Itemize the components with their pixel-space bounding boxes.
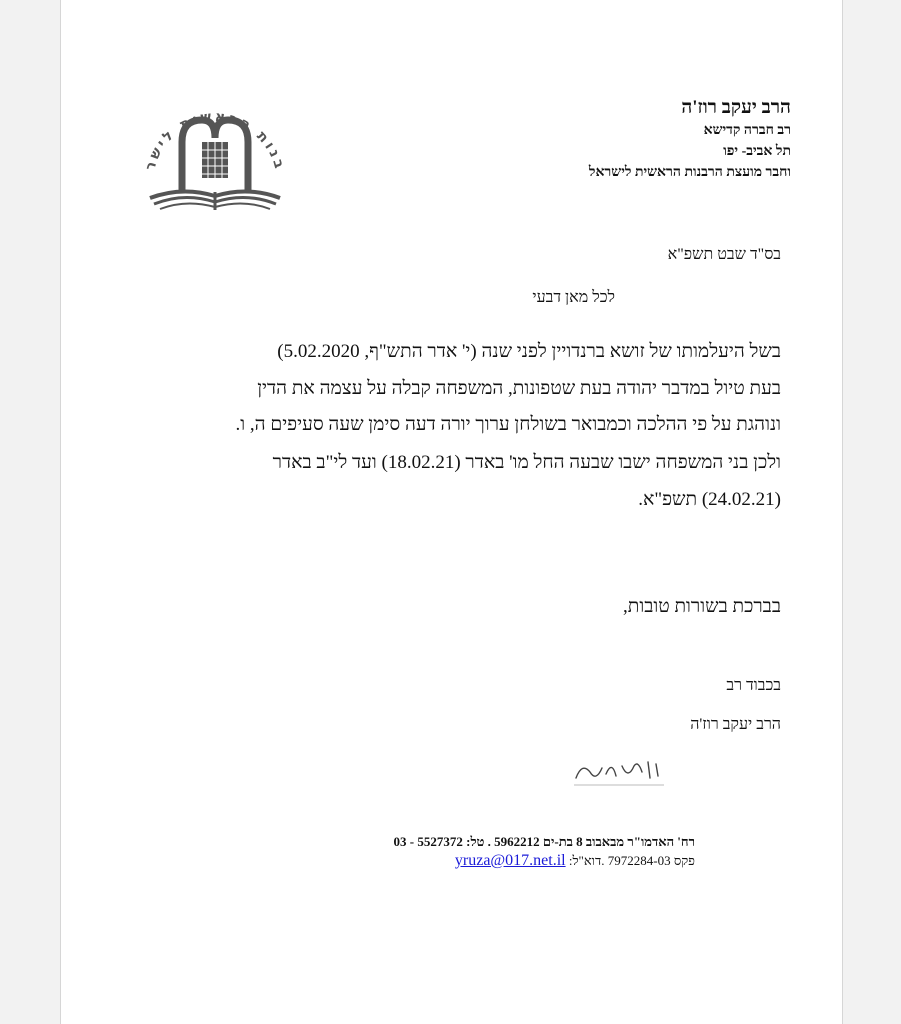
footer xyxy=(215,832,695,870)
handwritten-signature xyxy=(572,752,666,788)
date-line: בס"ד שבט תשפ"א xyxy=(667,246,781,263)
body-paragraph: ולכן בני המשפחה ישבו שבעה החל מו' באדר (18.02.21) ועד לי"ב באדר xyxy=(272,452,781,473)
signature-icon xyxy=(572,752,666,788)
closing-regards: בכבוד רב xyxy=(726,677,781,694)
body-paragraph: ונוהגת על פי ההלכה וכמבואר בשולחן ערוך יורה דעה סימן שעה סעיפים ה, ו. xyxy=(235,414,781,435)
letterhead xyxy=(491,96,791,183)
body-paragraph: (24.02.21) תשפ"א. xyxy=(638,489,781,510)
letterhead-city: תל אביב- יפו xyxy=(723,144,791,159)
footer-fax: פקס 7972284-03 .דוא"ל: xyxy=(568,853,695,868)
letter-body xyxy=(191,333,781,518)
rabbinate-emblem-icon xyxy=(140,80,290,215)
body-paragraph: בשל היעלמותו של זושא ברנדויין לפני שנה (י' אדר התש"ף, 5.02.2020) xyxy=(277,341,781,362)
letterhead-title: רב חברה קדישא xyxy=(703,123,791,138)
footer-address: רח' האדמו"ר מבאבוב 8 בת-ים 5962212 . טל: 5527372 - 03 xyxy=(393,834,695,849)
letterhead-council: וחבר מועצת הרבנות הראשית לישראל xyxy=(588,165,791,180)
letterhead-name: הרב יעקב רוז'ה xyxy=(681,97,791,118)
logo-arc-text: בנות הראשית לישר xyxy=(142,108,288,173)
body-paragraph: בעת טיול במדבר יהודה בעת שטפונות, המשפחה קבלה על עצמה את הדין xyxy=(257,378,781,399)
signer-name: הרב יעקב רוז'ה xyxy=(690,716,781,733)
addressee: לכל מאן דבעי xyxy=(532,289,615,306)
footer-contact xyxy=(215,851,695,870)
closing-blessing: בברכת בשורות טובות, xyxy=(623,596,781,617)
rabbinate-logo xyxy=(140,80,290,215)
email-link[interactable]: yruza@017.net.il xyxy=(454,852,566,869)
